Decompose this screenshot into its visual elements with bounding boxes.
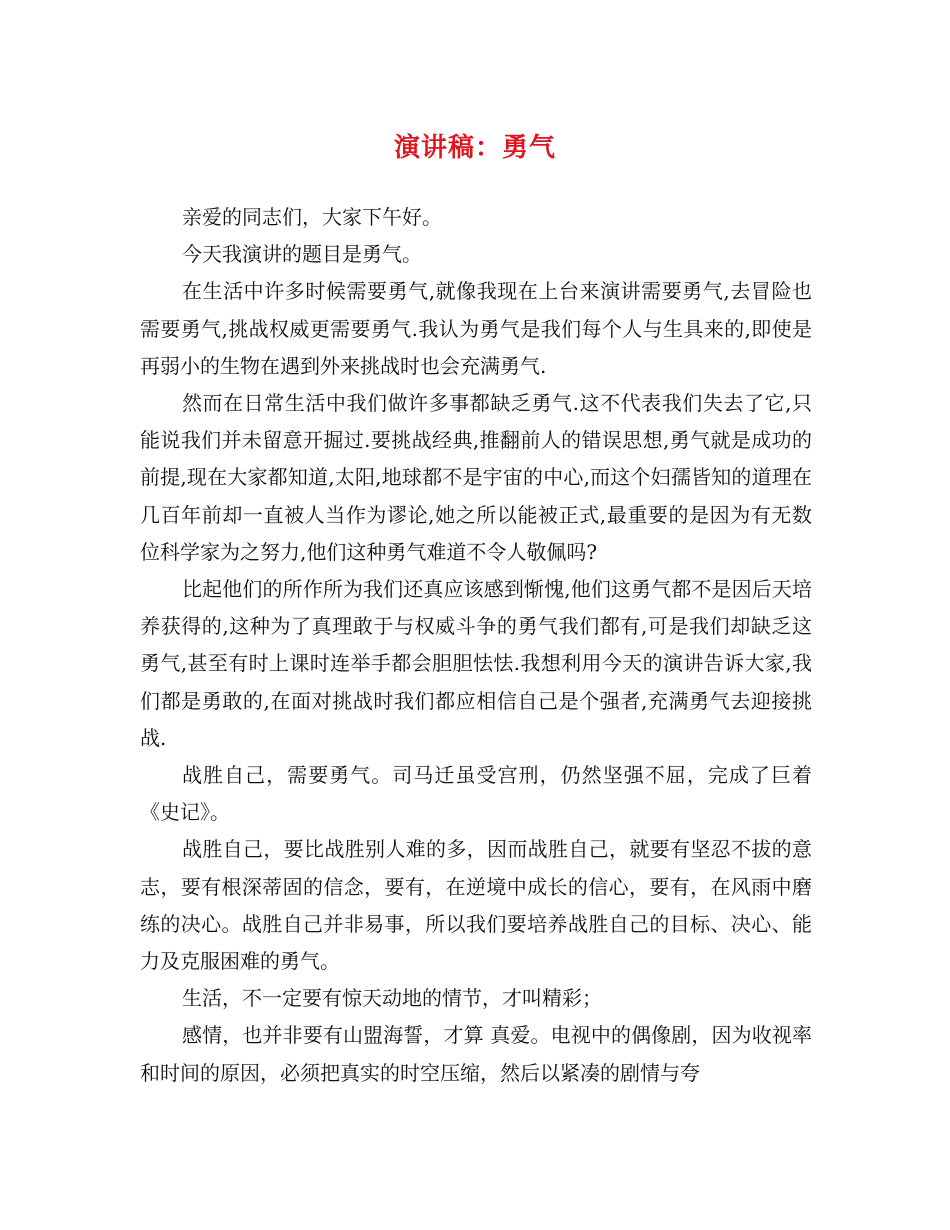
document-title: 演讲稿：勇气 [393,133,556,163]
paragraph: 比起他们的所作所为我们还真应该感到惭愧,他们这勇气都不是因后天培养获得的,这种为了真理敢于与权威斗争的勇气我们都有,可是我们却缺乏这勇气,甚至有时上课时连举手都会胆胆怯怯.我想利用今天的演讲告诉大家,我们都是勇敢的,在面对挑战时我们都应相信自己是个强者,充满勇气去迎接挑战. [140,577,812,750]
paragraph: 然而在日常生活中我们做许多事都缺乏勇气.这不代表我们失去了它,只能说我们并未留意开掘过.要挑战经典,推翻前人的错误思想,勇气就是成功的前提,现在大家都知道,太阳,地球都不是宇宙的中心,而这个妇孺皆知的道理在几百年前却一直被人当作为谬论,她之所以能被正式,最重要的是因为有无数位科学家为之努力,他们这种勇气难道不令人敬佩吗? [140,391,812,564]
document-body [140,199,812,1092]
paragraph: 感情，也并非要有山盟海誓，才算 真爱。电视中的偶像剧，因为收视率和时间的原因，必须把真实的时空压缩，然后以紧凑的剧情与夸 [140,1023,812,1085]
paragraph-greeting: 亲爱的同志们，大家下午好。 [182,205,442,229]
paragraph: 战胜自己，需要勇气。司马迁虽受宫刑，仍然坚强不屈，完成了巨着《史记》。 [140,763,812,825]
paragraph-topic: 今天我演讲的题目是勇气。 [182,242,422,267]
paragraph: 战胜自己，要比战胜别人难的多，因而战胜自己，就要有坚忍不拔的意志，要有根深蒂固的信念，要有，在逆境中成长的信心，要有，在风雨中磨练的决心。战胜自己并非易事，所以我们要培养战胜自己的目标、决心、能力及克服困难的勇气。 [140,837,812,974]
paragraph: 生活，不一定要有惊天动地的情节，才叫精彩； [182,986,602,1011]
paragraph: 在生活中许多时候需要勇气,就像我现在上台来演讲需要勇气,去冒险也需要勇气,挑战权威更需要勇气.我认为勇气是我们每个人与生具来的,即使是再弱小的生物在遇到外来挑战时也会充满勇气. [140,279,812,378]
